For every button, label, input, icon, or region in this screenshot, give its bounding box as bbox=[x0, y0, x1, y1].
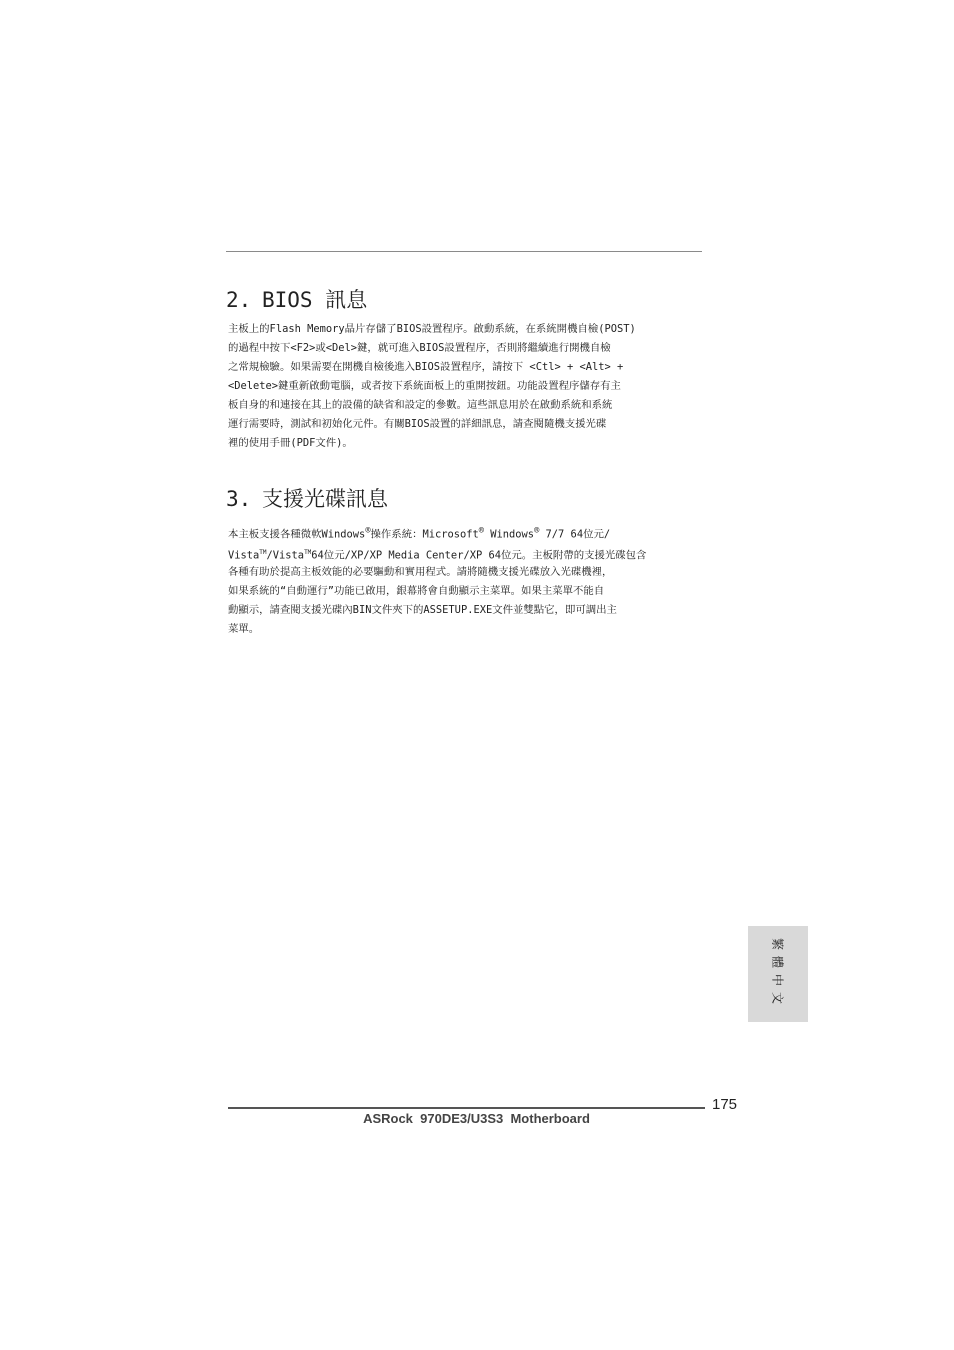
trademark-mark: TM bbox=[259, 549, 267, 556]
paragraph-line: 運行需要時，測試和初始化元件。有關BIOS設置的詳細訊息，請查閱隨機支援光碟 bbox=[228, 418, 607, 430]
paragraph-line bbox=[228, 541, 706, 563]
section-3-title: 支援光碟訊息 bbox=[262, 487, 388, 511]
section-2-number: 2. bbox=[226, 288, 252, 312]
registered-mark: ® bbox=[478, 526, 485, 536]
registered-mark: ® bbox=[365, 526, 371, 536]
footer-divider bbox=[228, 1107, 705, 1109]
top-divider bbox=[226, 251, 702, 252]
registered-mark: ® bbox=[534, 526, 540, 536]
text-segment: /Vista bbox=[266, 549, 305, 562]
paragraph-line: 的過程中按下<F2>或<Del>鍵，就可進入BIOS設置程序，否則將繼續進行開機自檢 bbox=[228, 342, 611, 354]
section-3-paragraph bbox=[228, 519, 706, 639]
page-number: 175 bbox=[712, 1096, 738, 1113]
text-segment: Vista bbox=[228, 549, 260, 562]
text-segment: 操作系統：Microsoft bbox=[370, 528, 479, 541]
section-2-paragraph bbox=[228, 320, 706, 453]
section-2-title: BIOS 訊息 bbox=[262, 288, 368, 312]
language-label: 繁體中文 bbox=[770, 937, 785, 1011]
section-3-number: 3. bbox=[226, 487, 252, 511]
text-segment: 7/7 64位元/ bbox=[539, 528, 611, 541]
paragraph-line: <Delete>鍵重新啟動電腦，或者按下系統面板上的重開按鈕。功能設置程序儲存有主 bbox=[228, 380, 621, 392]
footer-title: ASRock 970DE3/U3S3 Motherboard bbox=[363, 1111, 590, 1126]
trademark-mark: TM bbox=[304, 549, 312, 556]
paragraph-line: 裡的使用手冊(PDF文件)。 bbox=[228, 437, 353, 449]
text-segment: 64位元/XP/XP Media Center/XP 64位元。主板附帶的支援光碟包含 bbox=[311, 549, 647, 562]
paragraph-line: 主板上的Flash Memory晶片存儲了BIOS設置程序。啟動系統，在系統開機自檢(POST) bbox=[228, 323, 636, 335]
text-segment: 本主板支援各種微軟Windows bbox=[228, 528, 366, 541]
paragraph-line: 之常規檢驗。如果需要在開機自檢後進入BIOS設置程序，請按下 <Ctl> + <Alt> + bbox=[228, 361, 624, 373]
text-segment: Windows bbox=[484, 528, 535, 541]
paragraph-line: 菜單。 bbox=[228, 623, 260, 635]
paragraph-line: 各種有助於提高主板效能的必要驅動和實用程式。請將隨機支援光碟放入光碟機裡， bbox=[228, 566, 613, 578]
paragraph-line bbox=[228, 519, 706, 541]
language-side-tab bbox=[748, 926, 808, 1022]
paragraph-line: 動顯示，請查閱支援光碟內BIN文件夾下的ASSETUP.EXE文件並雙點它，即可調出主 bbox=[228, 604, 617, 616]
section-3-heading bbox=[226, 486, 388, 512]
paragraph-line: 如果系統的“自動運行”功能已啟用，銀幕將會自動顯示主菜單。如果主菜單不能自 bbox=[228, 585, 605, 597]
paragraph-line: 板自身的和連接在其上的設備的缺省和設定的參數。這些訊息用於在啟動系統和系統 bbox=[228, 399, 613, 411]
section-2-heading bbox=[226, 287, 367, 313]
